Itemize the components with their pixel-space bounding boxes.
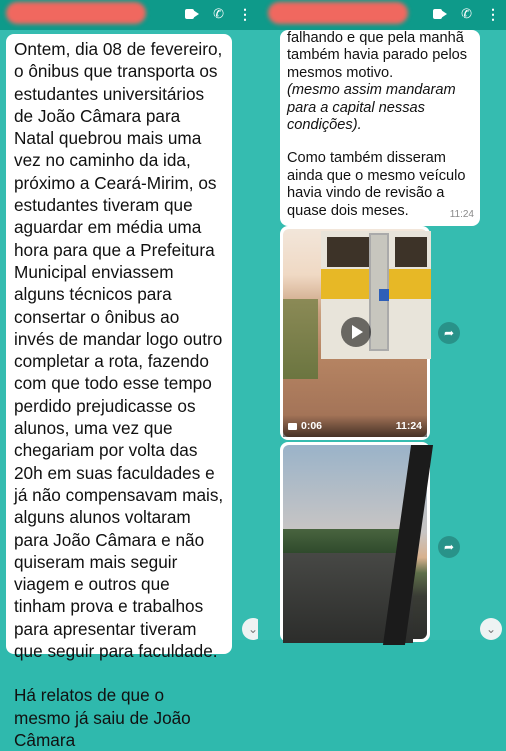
redacted-contact-name: [6, 2, 146, 24]
accessibility-sign: [379, 289, 389, 301]
phone-icon[interactable]: ✆: [213, 6, 224, 21]
share-icon[interactable]: ➦: [438, 536, 460, 558]
video-thumbnail[interactable]: [283, 229, 427, 437]
video-thumbnail[interactable]: [283, 445, 427, 639]
menu-icon[interactable]: ⋮: [486, 6, 500, 22]
chevron-down-icon[interactable]: ⌄: [242, 618, 264, 640]
message-italic-text: (mesmo assim mandaram para a capital nessas condições).: [287, 82, 456, 134]
video-timestamp: 11:24: [395, 420, 422, 432]
video-message[interactable]: [280, 442, 430, 642]
video-call-icon[interactable]: [185, 9, 199, 19]
video-icon: [288, 423, 297, 430]
message-bubble: [280, 30, 480, 226]
message-paragraph: Há relatos de que o mesmo já saiu de João Câmara: [14, 685, 191, 750]
phone-icon[interactable]: ✆: [461, 6, 472, 21]
right-chat-pane: [258, 0, 506, 640]
chevron-down-icon[interactable]: ⌄: [480, 618, 502, 640]
play-icon[interactable]: [341, 317, 371, 347]
video-info-bar: [283, 415, 427, 437]
redacted-contact-name: [268, 2, 408, 24]
share-icon[interactable]: ➦: [438, 322, 460, 344]
video-duration: 0:06: [301, 420, 323, 432]
header-actions: [185, 6, 252, 22]
video-message[interactable]: [280, 226, 430, 440]
message-paragraph: Ontem, dia 08 de fevereiro, o ônibus que transporta os estudantes universitários de João Câmara para Natal quebrou mais uma vez no caminho da ida, próximo a Ceará-Mirim, os estudantes tiveram que aguardar em média uma hora para que a Prefeitura Municipal enviassem alguns técnicos para consertar o ônibus ao invés de mandar logo outro completar a rota, fazendo com que todo esse tempo perdido prejudicasse os alunos, uma vez que chegariam por volta das 20h em suas faculdades e já não compensavam mais, alguns alunos voltaram para João Câmara e não quiseram mais seguir viagem e outros que tinham prova e trabalhos para apresentar tiveram que seguir para faculdade.: [14, 39, 224, 662]
message-text: falhando e que pela manhã também havia parado pelos mesmos motivo.: [287, 30, 468, 81]
message-bubble: [6, 34, 232, 750]
menu-icon[interactable]: ⋮: [238, 6, 252, 22]
message-timestamp: 11:24: [449, 208, 474, 220]
message-text: Como também disseram ainda que o mesmo veículo havia vindo de revisão a quase dois meses.: [287, 150, 466, 219]
header-actions: [433, 6, 500, 22]
chat-header: [258, 0, 506, 30]
chat-header: [0, 0, 258, 30]
video-call-icon[interactable]: [433, 9, 447, 19]
